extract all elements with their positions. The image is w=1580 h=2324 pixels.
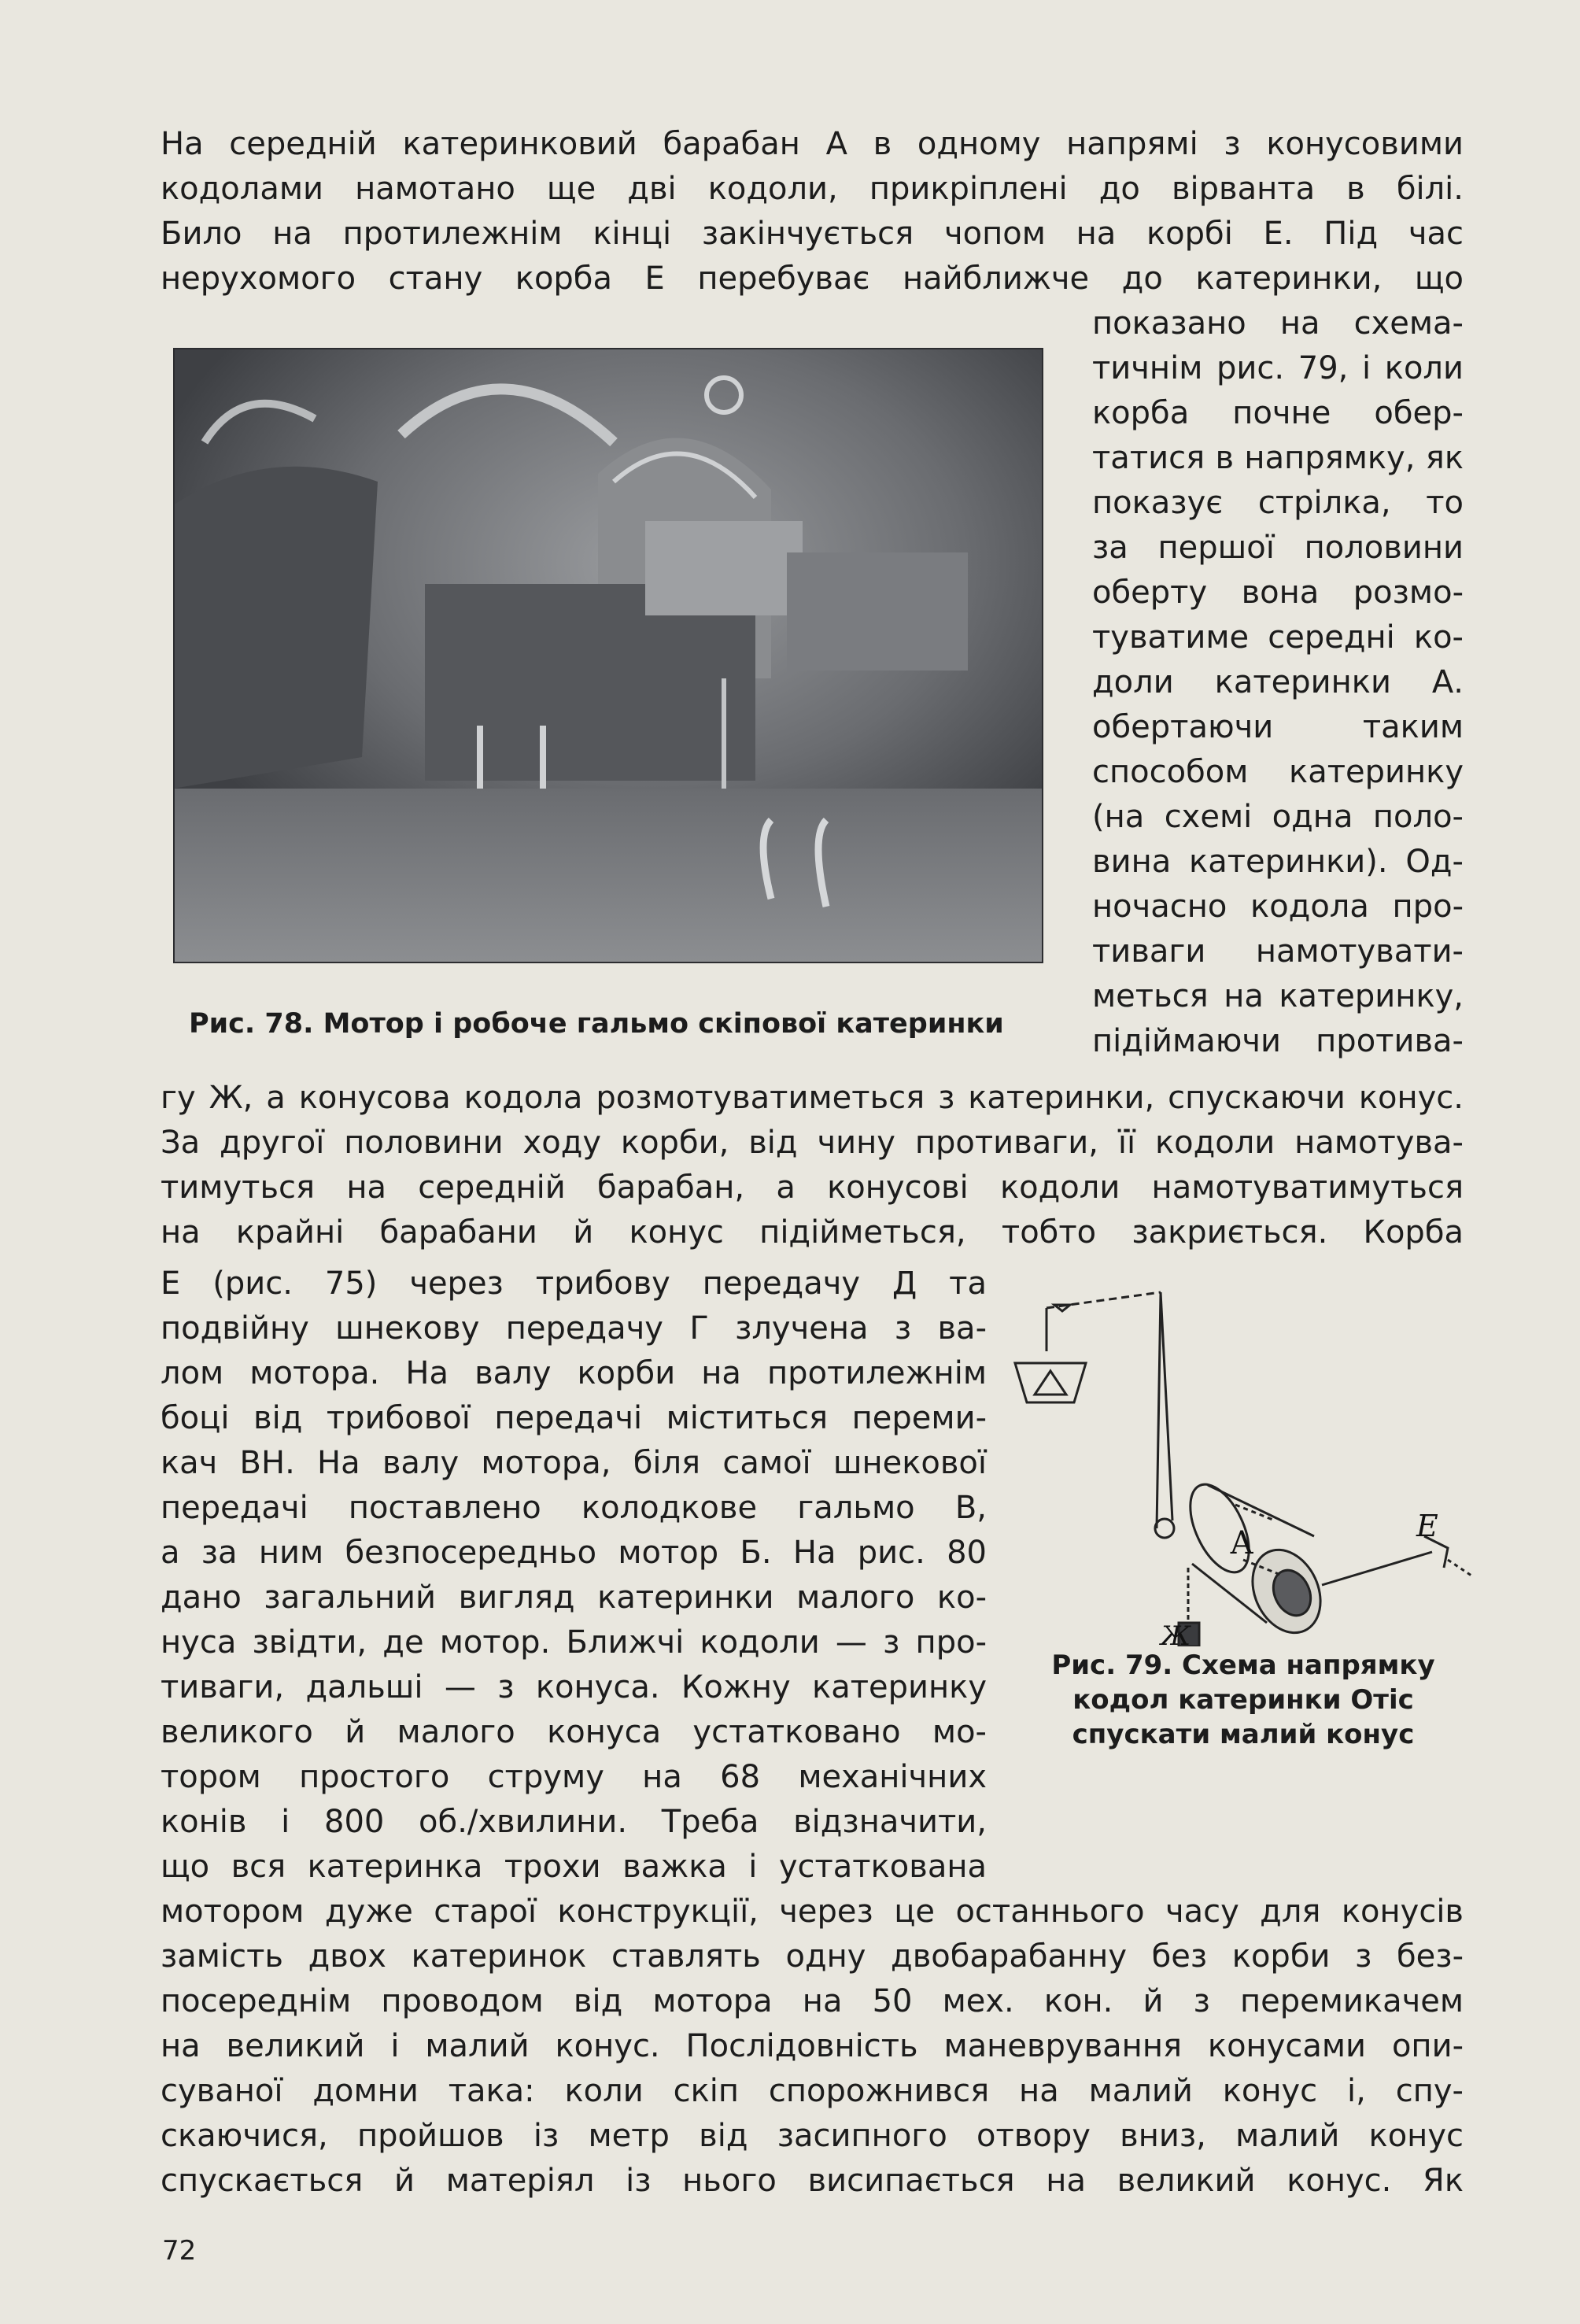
text-line: підіймаючи протива- xyxy=(1092,1023,1464,1059)
text-line: ночасно кодола про- xyxy=(1092,889,1464,925)
text-line: а за ним безпосередньо мотор Б. На рис. 80 xyxy=(161,1535,987,1571)
motor-brake-photo xyxy=(173,348,1043,963)
text-line: нерухомого стану корба Е перебуває найближче до катеринки, що xyxy=(161,260,1464,297)
text-line: гу Ж, а конусова кодола розмотуватиметься з катеринки, спускаючи конус. xyxy=(161,1080,1464,1116)
figure-78-caption: Рис. 78. Мотор і робоче гальмо скіпової катеринки xyxy=(189,1008,1004,1040)
text-line: на крайні барабани й конус підійметься, тобто закриється. Корба xyxy=(161,1214,1464,1251)
text-line: за першої половини xyxy=(1092,530,1464,566)
text-line: доли катеринки А. xyxy=(1092,664,1464,700)
text-line: передачі поставлено колодкове гальмо В, xyxy=(161,1490,987,1526)
text-line: на великий і малий конус. Послідовність маневрування конусами опи- xyxy=(161,2028,1464,2064)
text-line: тором простого струму на 68 механічних xyxy=(161,1759,987,1795)
text-line: подвійну шнекову передачу Г злучена з ва- xyxy=(161,1310,987,1347)
text-line: кач ВН. На валу мотора, біля самої шнекової xyxy=(161,1445,987,1481)
text-line: способом катеринку xyxy=(1092,754,1464,790)
text-line: тиваги, дальші — з конуса. Кожну катеринку xyxy=(161,1669,987,1705)
figure-79-caption: Рис. 79. Схема напрямку кодол катеринки Отіс спускати малий конус xyxy=(1051,1650,1435,1750)
text-line: скаючися, пройшов із метр від засипного отвору вниз, малий конус xyxy=(161,2118,1464,2154)
rope-scheme-svg xyxy=(1007,1277,1479,1646)
rope-scheme-diagram xyxy=(1007,1277,1479,1750)
text-line: спускається й матеріял із нього висипається на великий конус. Як xyxy=(161,2163,1464,2199)
text-line: боці від трибової передачі міститься переми- xyxy=(161,1400,987,1436)
text-line: лом мотора. На валу корби на протилежнім xyxy=(161,1355,987,1391)
text-line: туватиме середні ко- xyxy=(1092,619,1464,656)
text-line: На середній катеринковий барабан А в одному напрямі з конусовими xyxy=(161,126,1464,162)
text-line: дано загальний вигляд катеринки малого ко- xyxy=(161,1580,987,1616)
text-line: мотором дуже старої конструкції, через це останнього часу для конусів xyxy=(161,1894,1464,1930)
text-line: посереднім проводом від мотора на 50 мех. кон. й з перемикачем xyxy=(161,1983,1464,2019)
text-line: замість двох катеринок ставлять одну двобарабанну без корби з без- xyxy=(161,1938,1464,1975)
label-e: Е xyxy=(1416,1509,1438,1543)
label-a: А xyxy=(1230,1525,1254,1561)
page-number: 72 xyxy=(162,2235,197,2267)
text-line: суваної домни така: коли скіп спорожнився на малий конус і, спу- xyxy=(161,2073,1464,2109)
text-line: кодолами намотано ще дві кодоли, прикріплені до вірванта в білі. xyxy=(161,171,1464,207)
text-line: татися в напрямку, як xyxy=(1092,440,1464,476)
text-line: тичнім рис. 79, і коли xyxy=(1092,350,1464,386)
text-line: меться на катеринку, xyxy=(1092,978,1464,1014)
text-line: За другої половини ходу корби, від чину противаги, її кодоли намотува- xyxy=(161,1125,1464,1161)
text-line: показує стрілка, то xyxy=(1092,485,1464,521)
text-line: оберту вона розмо- xyxy=(1092,575,1464,611)
text-line: тимуться на середній барабан, а конусові кодоли намотуватимуться xyxy=(161,1169,1464,1206)
text-line: нуса звідти, де мотор. Ближчі кодоли — з про- xyxy=(161,1624,987,1661)
text-line: тиваги намотувати- xyxy=(1092,933,1464,970)
text-line: корба почне обер- xyxy=(1092,395,1464,431)
text-line: що вся катеринка трохи важка і устаткована xyxy=(161,1849,987,1885)
text-line: (на схемі одна поло- xyxy=(1092,799,1464,835)
text-line: конів і 800 об./хвилини. Треба відзначити, xyxy=(161,1804,987,1840)
text-line: показано на схема- xyxy=(1092,305,1464,342)
text-line: Било на протилежнім кінці закінчується чопом на корбі Е. Під час xyxy=(161,216,1464,252)
text-line: Е (рис. 75) через трибову передачу Д та xyxy=(161,1265,987,1302)
text-line: обертаючи таким xyxy=(1092,709,1464,745)
text-line: вина катеринки). Од- xyxy=(1092,844,1464,880)
label-zh: Ж xyxy=(1161,1620,1191,1646)
text-line: великого й малого конуса устатковано мо- xyxy=(161,1714,987,1750)
